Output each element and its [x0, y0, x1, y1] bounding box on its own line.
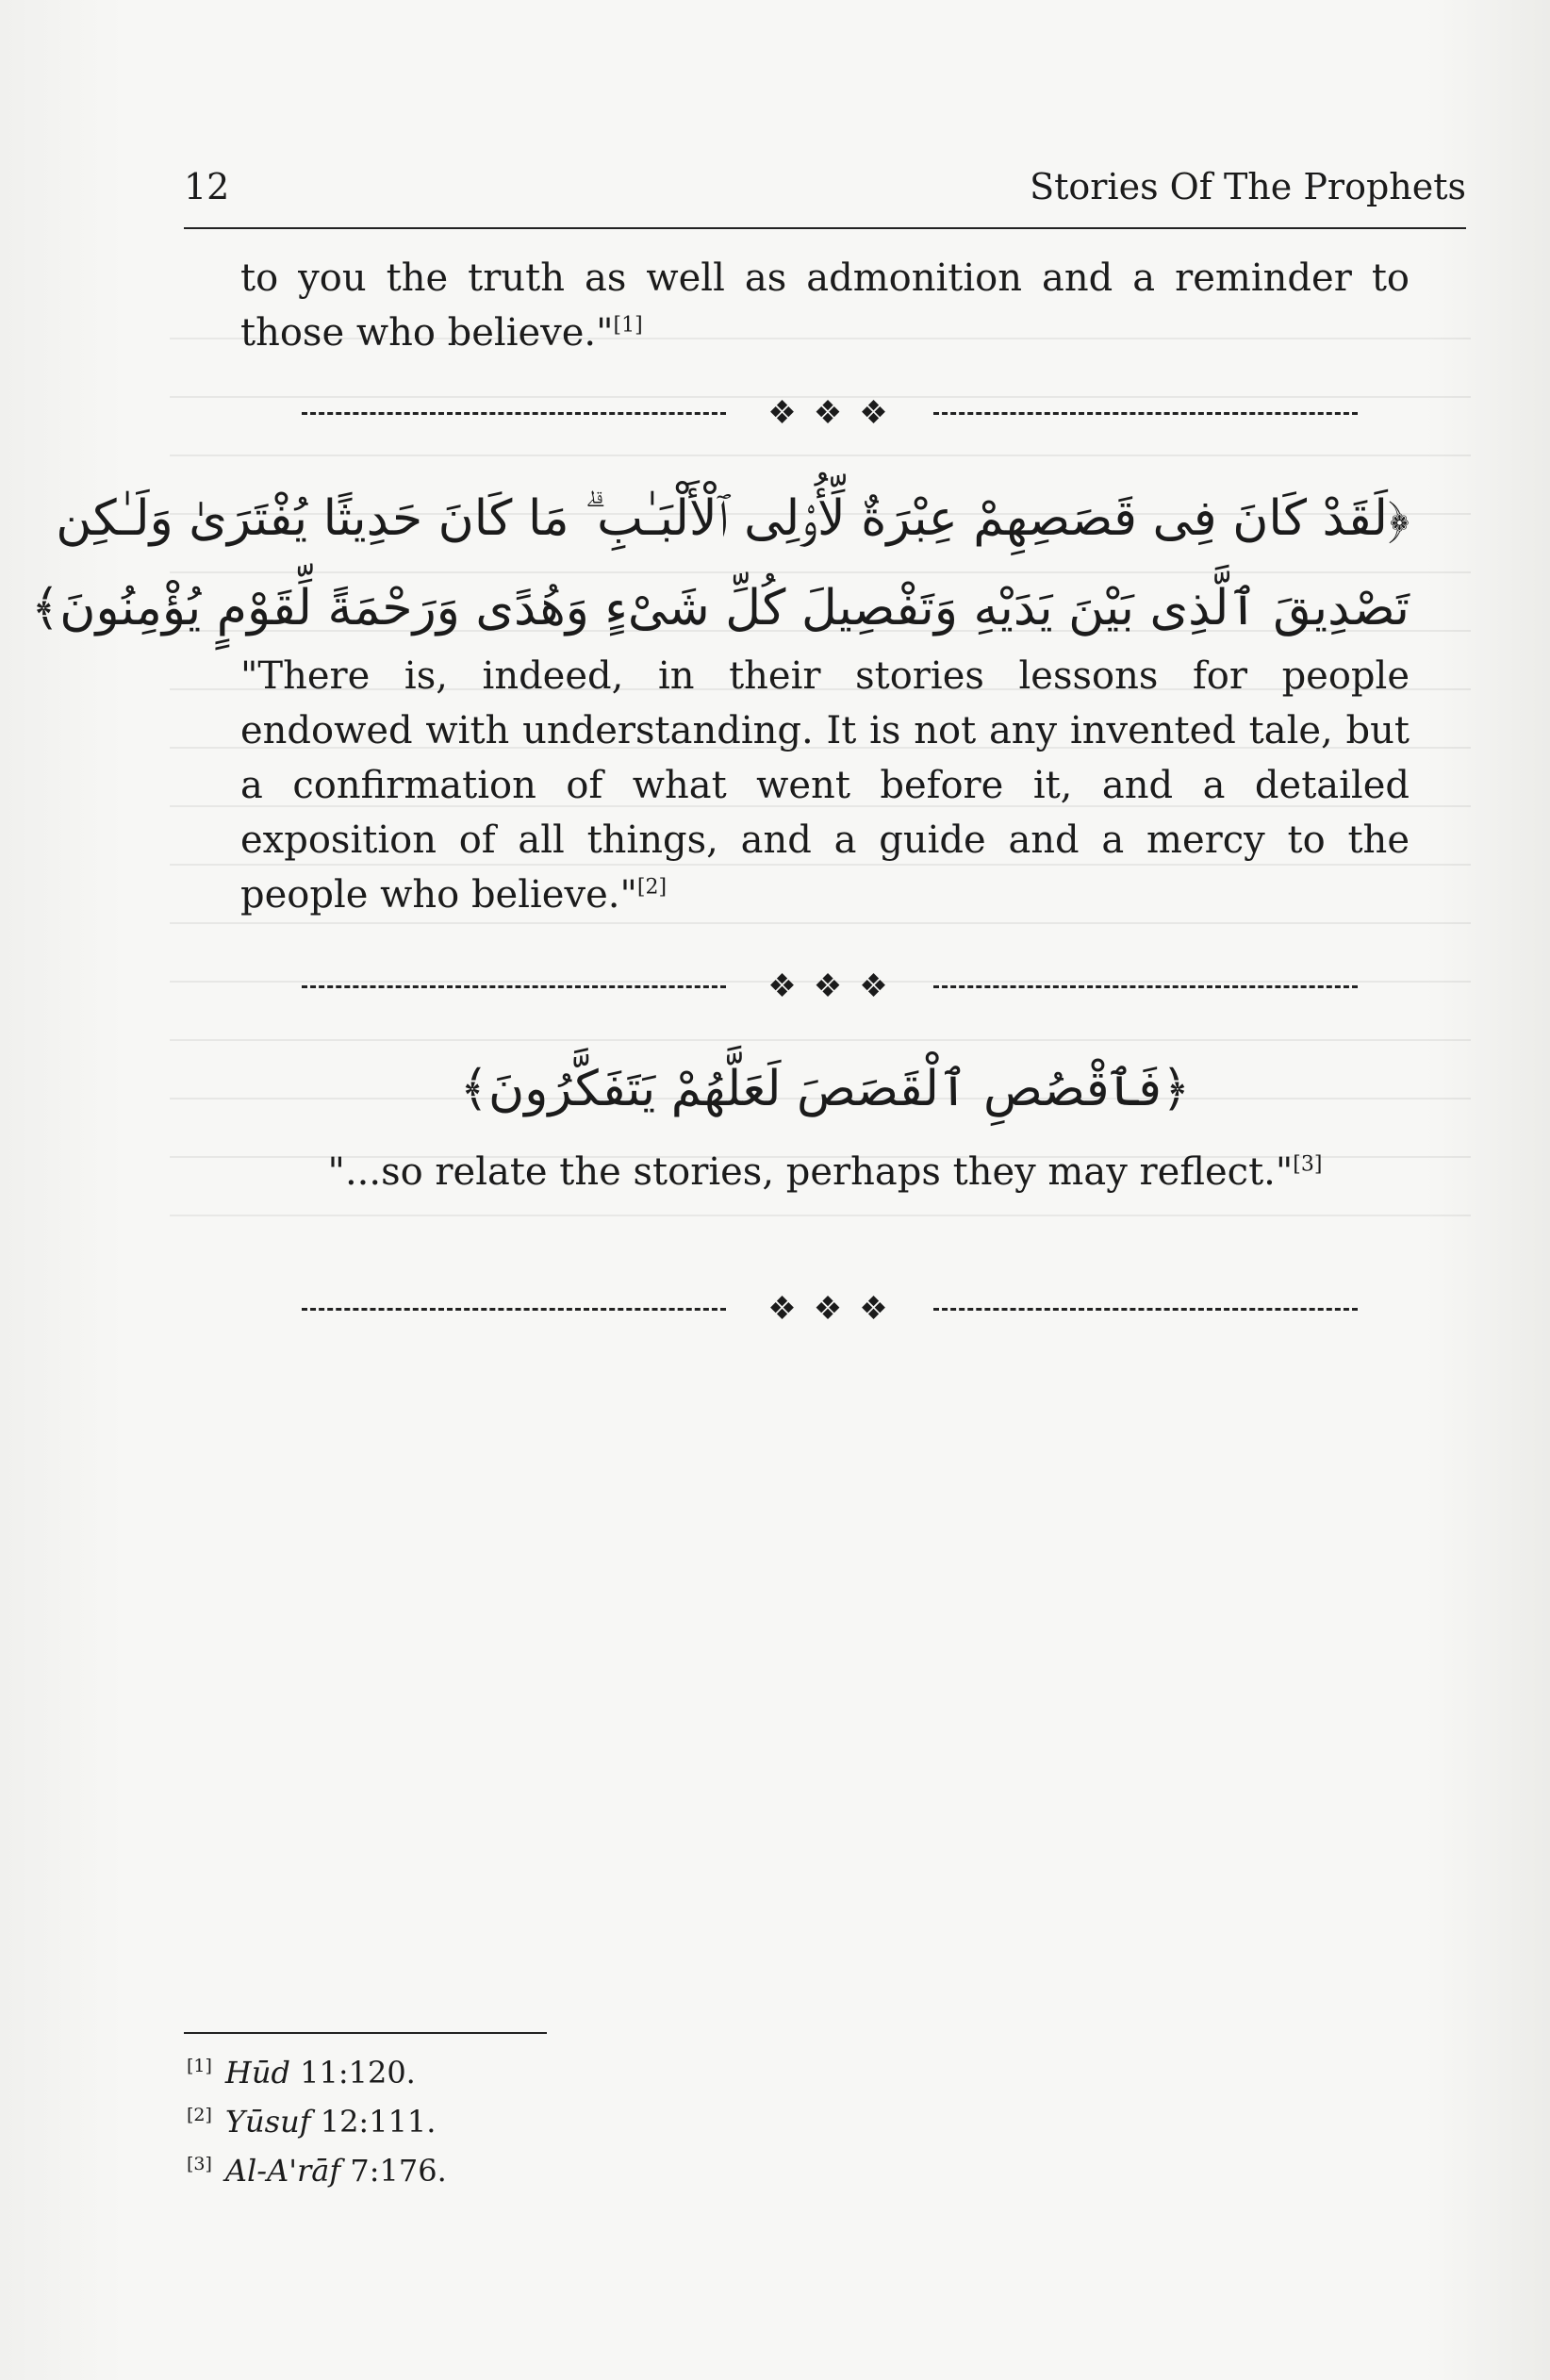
- footnote-number: [2]: [187, 2105, 212, 2126]
- header-rule: [184, 227, 1466, 229]
- divider-dash-right: [933, 985, 1358, 988]
- section-divider-2: [302, 967, 1358, 1005]
- footnote-ref-3: [3]: [1293, 1152, 1323, 1177]
- section-divider-3: [302, 1290, 1358, 1328]
- footnote-reference: 11:120.: [300, 2055, 416, 2091]
- verse-1-translation-text: "There is, indeed, in their stories lessons for people endowed with understanding. It is not any invented tale, but a confirmation of what went before it, and a detailed exposition of all things, and a guide and a mercy to the people who believe.": [240, 654, 1410, 917]
- divider-dash-right: [933, 1308, 1358, 1311]
- footnote-source: Hūd: [224, 2055, 290, 2091]
- verse-1-translation: [240, 649, 1410, 922]
- footnote-source: Al-A'rāf: [224, 2153, 341, 2189]
- footnote-ref-1: [1]: [613, 313, 643, 338]
- footnote-source: Yūsuf: [224, 2104, 311, 2140]
- intro-text: to you the truth as well as admonition and a reminder to those who believe.": [240, 256, 1410, 355]
- divider-dash-right: [933, 412, 1358, 415]
- footnote-number: [1]: [187, 2056, 212, 2077]
- diamond-ornament-icon: ❖❖❖: [767, 394, 905, 432]
- divider-dash-left: [302, 1308, 726, 1311]
- footnotes: [187, 2048, 847, 2195]
- divider-dash-left: [302, 985, 726, 988]
- verse-2-translation-text: "...so relate the stories, perhaps they may reflect.": [327, 1150, 1294, 1194]
- footnote-3: [187, 2146, 847, 2195]
- arabic-verse-1-line-2: تَصْدِيقَ ٱلَّذِى بَيْنَ يَدَيْهِ وَتَفْصِيلَ كُلِّ شَىْءٍ وَهُدًى وَرَحْمَةً لِّقَوْمٍ يُؤْمِنُونَ﴾: [30, 580, 1410, 636]
- footnote-rule: [184, 2032, 547, 2034]
- arabic-verse-1-line-1: ﴿لَقَدْ كَانَ فِى قَصَصِهِمْ عِبْرَةٌ لِّأُو۟لِى ٱلْأَلْبَـٰبِ ۗ مَا كَانَ حَدِيثًا يُفْتَرَىٰ وَلَـٰكِن: [56, 490, 1410, 547]
- footnote-2: [187, 2097, 847, 2146]
- verse-2-translation: [184, 1150, 1466, 1194]
- diamond-ornament-icon: ❖❖❖: [767, 967, 905, 1005]
- divider-dash-left: [302, 412, 726, 415]
- diamond-ornament-icon: ❖❖❖: [767, 1290, 905, 1328]
- footnote-1: [187, 2048, 847, 2097]
- footnote-reference: 7:176.: [350, 2153, 447, 2189]
- footnote-number: [3]: [187, 2154, 212, 2175]
- footnote-reference: 12:111.: [320, 2104, 437, 2140]
- page-number: 12: [184, 166, 230, 207]
- section-divider-1: [302, 394, 1358, 432]
- arabic-verse-2: ﴿فَٱقْصُصِ ٱلْقَصَصَ لَعَلَّهُمْ يَتَفَكَّرُونَ﴾: [459, 1061, 1191, 1117]
- running-head: [184, 166, 1466, 223]
- book-title: Stories Of The Prophets: [1030, 166, 1466, 207]
- intro-paragraph: [240, 251, 1410, 360]
- footnote-ref-2: [2]: [636, 875, 668, 900]
- show-through-background: [30, 283, 1471, 2169]
